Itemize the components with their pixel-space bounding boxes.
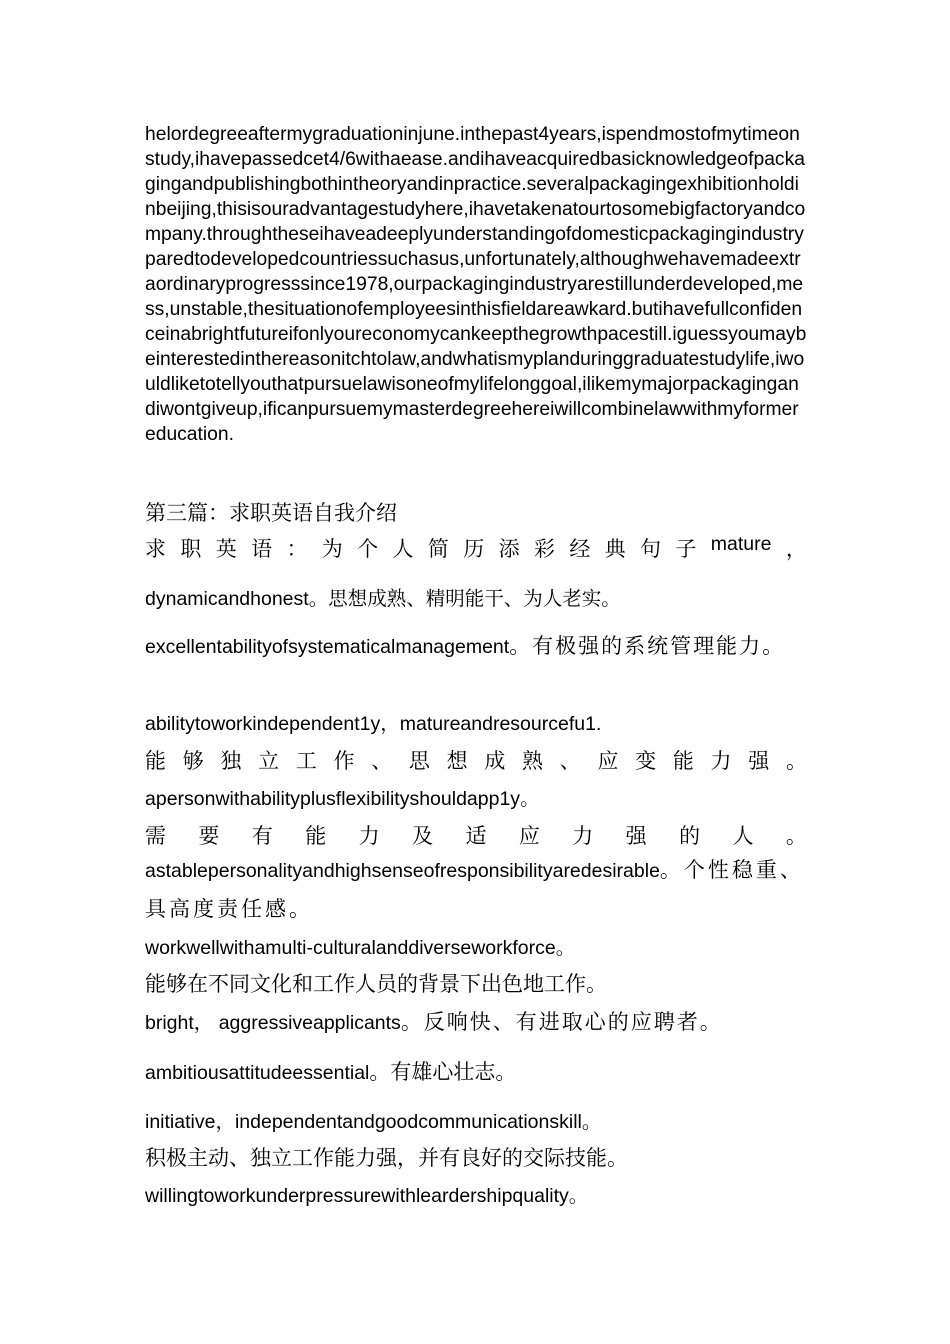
phrase-cn: 。	[520, 787, 540, 810]
phrase-cn: 。	[568, 1184, 589, 1207]
phrase-en: initiative，independentandgoodcommunicationskill	[145, 1111, 582, 1133]
justified-char: ，	[785, 537, 807, 561]
justified-char: 历	[463, 537, 485, 561]
justified-char: 的	[679, 824, 701, 848]
justified-char: 个	[357, 537, 379, 561]
justified-char: 及	[412, 824, 434, 848]
justified-char: 熟	[522, 749, 544, 773]
justified-char: 有	[251, 824, 273, 848]
justified-char: 思	[408, 749, 430, 773]
phrase-en: astablepersonalityandhighsenseofresponsibilityaredesirable	[145, 860, 660, 882]
justified-char: 。	[785, 749, 807, 773]
justified-char: 能	[145, 749, 166, 773]
justified-char: 典	[604, 537, 626, 561]
justified-char: 应	[597, 749, 619, 773]
justified-char: 强	[748, 749, 770, 773]
phrase-line-6	[145, 820, 807, 850]
phrase-en: willingtoworkunderpressurewithleardershipquality	[145, 1185, 569, 1207]
phrase-line-12	[145, 1106, 807, 1134]
justified-char: 立	[258, 749, 280, 773]
phrase-en: excellentabilityofsystematicalmanagement	[145, 636, 510, 658]
justified-char: 作	[333, 749, 355, 773]
phrase-cn: 。	[555, 936, 576, 959]
justified-char: 独	[220, 749, 242, 773]
phrase-en: abilitytoworkindependent1y，matureandresourcefu1.	[145, 713, 602, 735]
justified-char: 。	[785, 824, 807, 848]
justified-char: 职	[180, 537, 202, 561]
justified-char: ：	[286, 537, 308, 561]
phrase-line-9: 能够在不同文化和工作人员的背景下出色地工作。	[145, 972, 607, 996]
justified-char: 英	[215, 537, 237, 561]
phrase-en: dynamicandhonest	[145, 588, 309, 610]
phrase-line-14	[145, 1180, 807, 1208]
justified-char: 力	[358, 824, 380, 848]
phrase-en: apersonwithabilityplusflexibilityshouldapp1y	[145, 788, 521, 810]
phrase-line-3	[145, 708, 807, 736]
phrase-line-5	[145, 783, 807, 811]
phrase-line-8	[145, 932, 807, 960]
justified-char: 够	[182, 749, 204, 773]
justified-char: 求	[145, 537, 166, 561]
justified-char: 想	[446, 749, 468, 773]
phrase-cn: 。有雄心壮志。	[369, 1060, 517, 1084]
justified-char: 需	[145, 824, 166, 848]
justified-char: mature	[710, 533, 772, 555]
phrase-line-7	[145, 851, 807, 929]
phrase-en: bright， aggressiveapplicants	[145, 1012, 401, 1034]
phrase-line-13: 积极主动、独立工作能力强，并有良好的交际技能。	[145, 1146, 628, 1170]
phrase-cn: 。	[581, 1110, 602, 1133]
justified-char: 变	[635, 749, 657, 773]
phrase-line-11	[145, 1056, 807, 1086]
justified-char: 经	[569, 537, 591, 561]
justified-char: 应	[518, 824, 540, 848]
justified-char: 人	[732, 824, 754, 848]
intro-line	[145, 533, 807, 563]
phrase-cn: 。个性稳重、具高度责任感。	[145, 858, 804, 921]
justified-char: 简	[427, 537, 449, 561]
justified-char: 彩	[533, 537, 555, 561]
justified-char: 工	[295, 749, 317, 773]
phrase-cn: 。有极强的系统管理能力。	[509, 634, 786, 658]
english-paragraph: helordegreeaftermygraduationinjune.inthepast4years,ispendmostofmytimeonstudy,ihavepassedcet4/6withaease.andihaveacquiredbasicknowledgeofpackagingandpublishingbothintheoryandinpractice.severalpackagingexhibitionholdinbeijing,thisisouradvantagestudyhere,ihavetakenatourtosomebigfactoryandcompany.throughtheseihaveadeeplyunderstandingofdomesticpackagingindustry paredtodevelopedcountriessuchasus,unfortunately,althoughwehavemadeextraordinaryprogresssince1978,ourpackagingindustryarestillunderdeveloped,mess,unstable,thesituationofemployeesinthisfieldareawkard.butihavefullconfidenceinabrightfutureifonlyoureconomycankeepthegrowthpacestill.iguessyoumaybeinterestedinthereasonitchtolaw,andwhatismyplanduringgraduatestudylife,iwouldliketotellyouthatpursuelawisoneofmylifelonggoal,ilikemymajorpackagingandiwontgiveup,ificanpursuemymasterdegreehereiwillcombinelawwithmyformereducation.	[145, 124, 807, 445]
justified-char: 语	[251, 537, 273, 561]
justified-char: 为	[321, 537, 343, 561]
section-heading: 第三篇：求职英语自我介绍	[145, 501, 397, 525]
justified-char: 添	[498, 537, 520, 561]
justified-char: 、	[371, 749, 393, 773]
phrase-line-1	[145, 583, 807, 611]
justified-char: 成	[484, 749, 506, 773]
justified-char: 强	[625, 824, 647, 848]
phrase-line-10	[145, 1006, 807, 1036]
justified-char: 子	[675, 537, 697, 561]
phrase-line-2	[145, 627, 807, 666]
justified-char: 力	[710, 749, 732, 773]
justified-char: 能	[305, 824, 327, 848]
justified-char: 能	[672, 749, 694, 773]
phrase-cn: 。反响快、有进取心的应聘者。	[400, 1010, 723, 1034]
phrase-en: workwellwithamulti-culturalanddiverseworkforce	[145, 937, 556, 959]
justified-char: 句	[640, 537, 662, 561]
phrase-line-4	[145, 745, 807, 775]
justified-char: 、	[559, 749, 581, 773]
justified-char: 人	[392, 537, 414, 561]
phrase-cn: 。思想成熟、精明能干、为人老实。	[308, 587, 621, 610]
justified-char: 力	[572, 824, 594, 848]
phrase-en: ambitiousattitudeessential	[145, 1062, 370, 1084]
justified-char: 要	[198, 824, 220, 848]
justified-char: 适	[465, 824, 487, 848]
